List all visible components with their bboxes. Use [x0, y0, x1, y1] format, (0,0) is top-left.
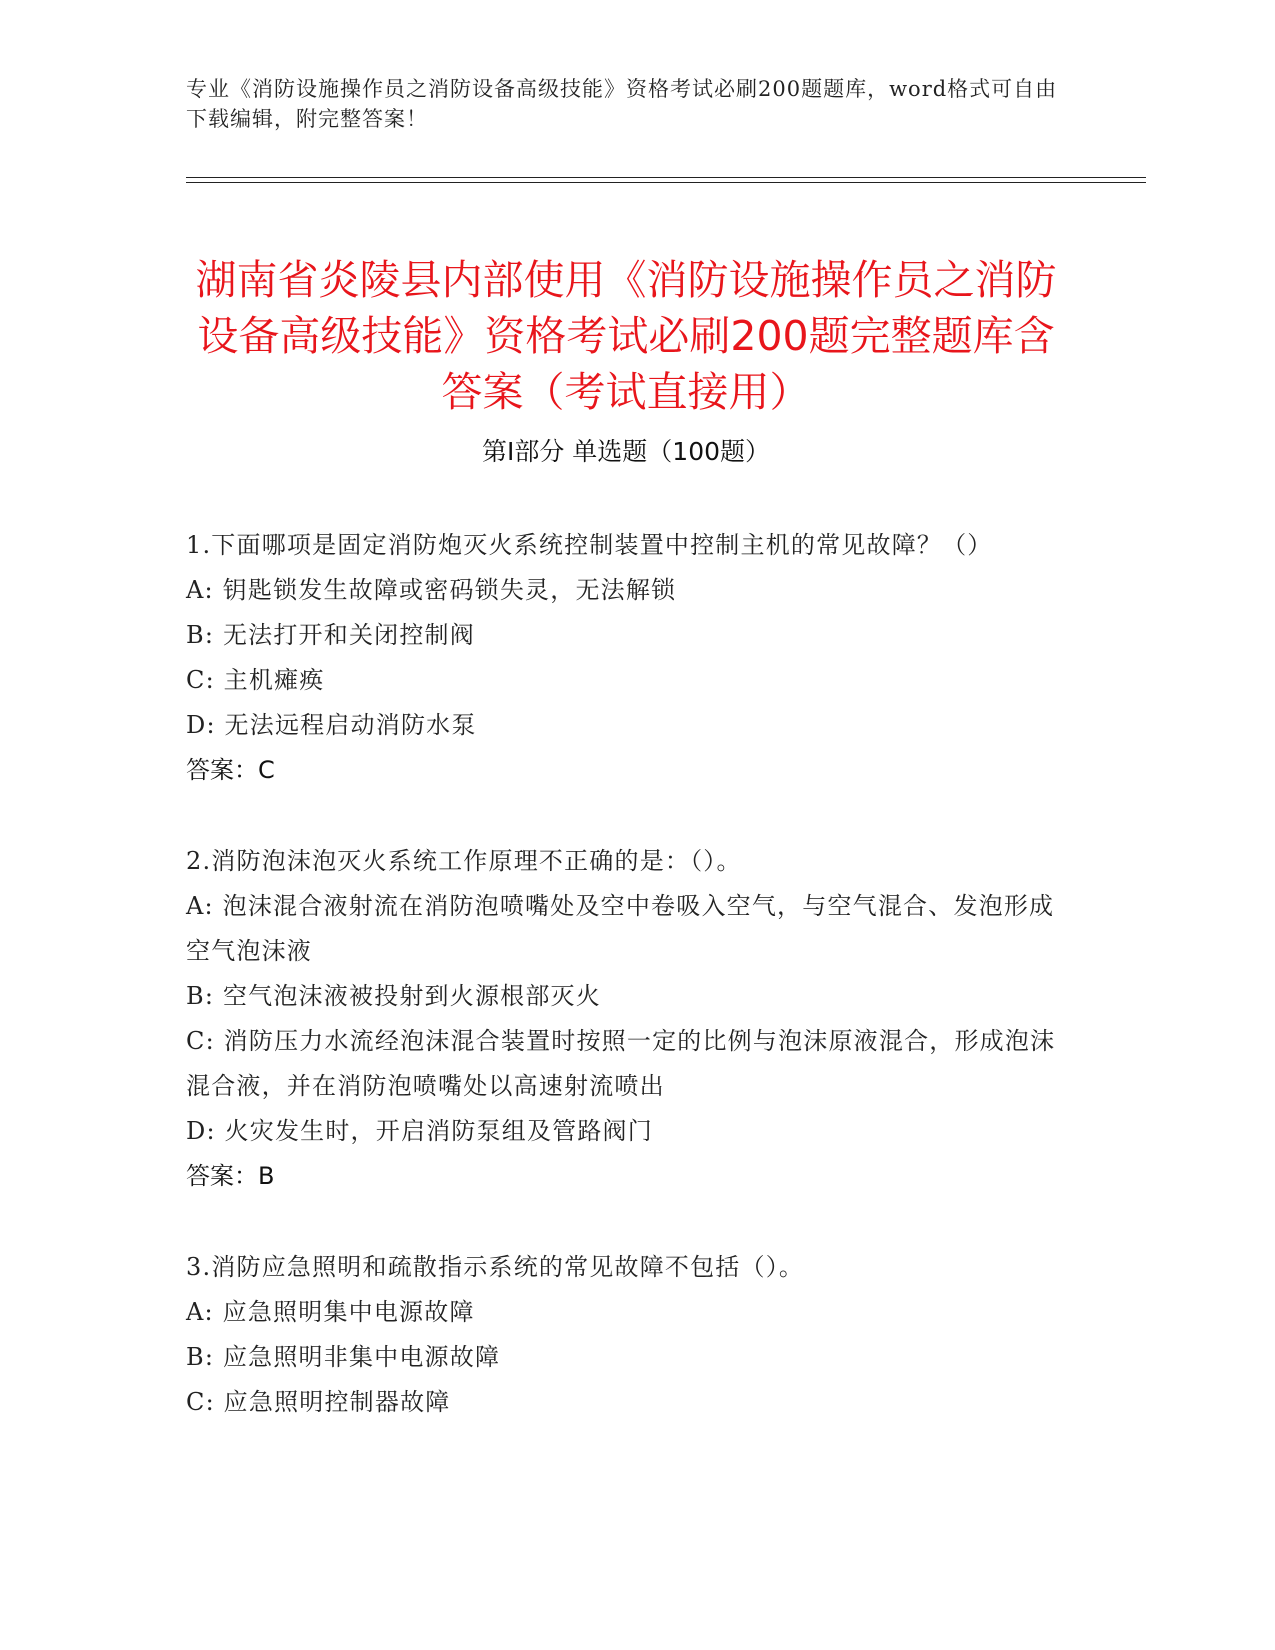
- question-item: [186, 523, 1066, 793]
- option-c: C: 主机瘫痪: [186, 666, 325, 694]
- option-a: A: 泡沫混合液射流在消防泡喷嘴处及空中卷吸入空气，与空气混合、发泡形成空气泡沫液: [186, 892, 1055, 965]
- header-divider-top: [186, 177, 1146, 178]
- option-b: B: 空气泡沫液被投射到火源根部灭火: [186, 982, 601, 1010]
- option-a: A: 钥匙锁发生故障或密码锁失灵，无法解锁: [186, 576, 677, 604]
- option-b: B: 应急照明非集中电源故障: [186, 1343, 501, 1371]
- question-item: [186, 839, 1066, 1199]
- question-list: [186, 523, 1066, 1471]
- option-a: A: 应急照明集中电源故障: [186, 1298, 475, 1326]
- header-note: 专业《消防设施操作员之消防设备高级技能》资格考试必刷200题题库，word格式可自由下载编辑，附完整答案！: [186, 77, 1058, 131]
- document-title: 湖南省炎陵县内部使用《消防设施操作员之消防设备高级技能》资格考试必刷200题完整题库含答案（考试直接用）: [195, 256, 1057, 417]
- option-c: C: 消防压力水流经泡沫混合装置时按照一定的比例与泡沫原液混合，形成泡沫混合液，并在消防泡喷嘴处以高速射流喷出: [186, 1027, 1056, 1100]
- question-stem: 3.消防应急照明和疏散指示系统的常见故障不包括（）。: [186, 1253, 805, 1281]
- question-stem: 1.下面哪项是固定消防炮灭火系统控制装置中控制主机的常见故障？（）: [186, 531, 993, 559]
- option-c: C: 应急照明控制器故障: [186, 1388, 451, 1416]
- option-b: B: 无法打开和关闭控制阀: [186, 621, 475, 649]
- header-divider-bottom: [186, 182, 1146, 183]
- answer-line: 答案：B: [186, 1162, 275, 1190]
- option-d: D: 火灾发生时，开启消防泵组及管路阀门: [186, 1117, 653, 1145]
- question-item: [186, 1245, 1066, 1425]
- answer-line: 答案：C: [186, 756, 275, 784]
- question-stem: 2.消防泡沫泡灭火系统工作原理不正确的是：（）。: [186, 847, 742, 875]
- section-heading: 第Ⅰ部分 单选题（100题）: [481, 437, 771, 466]
- option-d: D: 无法远程启动消防水泵: [186, 711, 477, 739]
